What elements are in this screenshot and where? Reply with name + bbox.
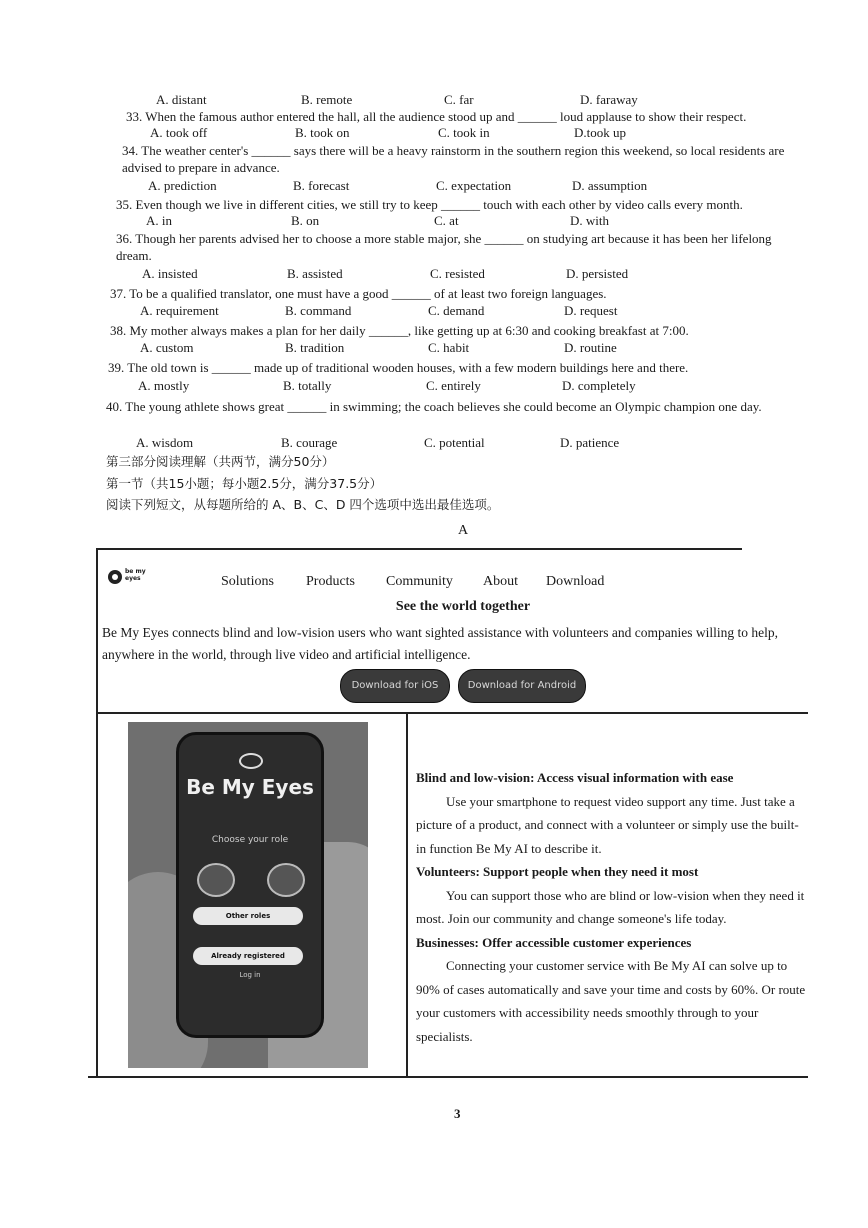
question-options bbox=[136, 435, 796, 452]
option-a: A. in bbox=[146, 213, 172, 228]
option-c: C. took in bbox=[438, 125, 490, 140]
dog-avatar bbox=[267, 863, 305, 897]
option-a: A. requirement bbox=[140, 303, 219, 318]
question-options bbox=[138, 378, 798, 395]
option-b: B. courage bbox=[281, 435, 338, 450]
page-number: 3 bbox=[454, 1106, 461, 1121]
eye-icon bbox=[239, 753, 263, 769]
question-options bbox=[146, 213, 806, 230]
feature-heading: Volunteers: Support people when they need it most bbox=[416, 864, 699, 879]
option-a: A. prediction bbox=[148, 178, 217, 193]
download-android-button[interactable]: Download for Android bbox=[458, 669, 586, 703]
eye-logo-icon bbox=[108, 570, 122, 584]
phone-mockup bbox=[176, 732, 324, 1038]
feature-heading: Businesses: Offer accessible customer experiences bbox=[416, 934, 692, 950]
question-stem: 34. The weather center's ______ says there will be a heavy rainstorm in the southern region this weekend, so local residents are advised to prepare in advance. bbox=[122, 143, 785, 175]
question-options bbox=[140, 340, 800, 357]
section-title: 第三部分阅读理解（共两节，满分50分） bbox=[106, 454, 335, 469]
option-c: C. entirely bbox=[426, 378, 481, 393]
nav-solutions[interactable]: Solutions bbox=[221, 574, 274, 589]
divider bbox=[96, 712, 808, 714]
logo-text: be my eyes bbox=[125, 568, 146, 582]
option-a: A. custom bbox=[140, 340, 194, 355]
question-options bbox=[148, 178, 808, 195]
nav-about[interactable]: About bbox=[483, 574, 518, 589]
option-a: A. insisted bbox=[142, 266, 198, 281]
feature-body: Connecting your customer service with Be My AI can solve up to 90% of cases automatically and save your time and costs by 60%. Or route your customers with accessibility needs smoothly through to your specialists. bbox=[416, 958, 806, 1044]
feature-heading: Blind and low-vision: Access visual information with ease bbox=[416, 770, 734, 785]
option-a: A. distant bbox=[156, 92, 207, 107]
nav-community[interactable]: Community bbox=[386, 574, 453, 589]
subsection-title: 第一节（共15小题；每小题2.5分，满分37.5分） bbox=[106, 476, 383, 491]
question-stem: 37. To be a qualified translator, one must have a good ______ of at least two foreign languages. bbox=[110, 286, 607, 301]
question-options bbox=[156, 92, 816, 109]
question-stem: 36. Though her parents advised her to choose a more stable major, she ______ on studying art because it has been her lifelong dream. bbox=[116, 231, 772, 263]
option-d: D. completely bbox=[562, 378, 636, 393]
option-a: A. mostly bbox=[138, 378, 190, 393]
be-my-eyes-logo[interactable] bbox=[108, 568, 148, 586]
option-c: C. demand bbox=[428, 303, 485, 318]
option-d: D. assumption bbox=[572, 178, 648, 193]
divider bbox=[88, 1076, 808, 1078]
option-d: D. patience bbox=[560, 435, 620, 450]
nav-products[interactable]: Products bbox=[306, 574, 355, 589]
question-stem: 39. The old town is ______ made up of traditional wooden houses, with a few modern buildings here and there. bbox=[108, 360, 689, 375]
passage-label: A bbox=[458, 523, 469, 538]
question-options bbox=[142, 266, 802, 283]
choose-role-text: Choose your role bbox=[211, 835, 289, 845]
be-my-eyes-ad bbox=[96, 548, 808, 1078]
option-d: D. faraway bbox=[580, 92, 638, 107]
login-link[interactable]: Log in bbox=[239, 971, 261, 979]
option-b: B. on bbox=[291, 213, 320, 228]
option-d: D. persisted bbox=[566, 266, 629, 281]
option-b: B. totally bbox=[283, 378, 332, 393]
other-roles-button[interactable]: Other roles bbox=[193, 907, 303, 925]
option-c: C. expectation bbox=[436, 178, 512, 193]
option-b: B. forecast bbox=[293, 178, 350, 193]
option-c: C. habit bbox=[428, 340, 470, 355]
person-avatar bbox=[197, 863, 235, 897]
option-c: C. potential bbox=[424, 435, 485, 450]
phone-photo bbox=[128, 722, 368, 1068]
question-options bbox=[140, 303, 800, 320]
option-d: D.took up bbox=[574, 125, 626, 140]
divider bbox=[96, 548, 98, 1078]
option-b: B. took on bbox=[295, 125, 350, 140]
feature-body: Use your smartphone to request video support any time. Just take a picture of a product, and connect with a volunteer or simply use the built-in function Be My AI to describe it. bbox=[416, 793, 799, 856]
option-b: B. remote bbox=[301, 92, 353, 107]
option-d: D. with bbox=[570, 213, 609, 228]
option-b: B. command bbox=[285, 303, 352, 318]
already-registered-button[interactable]: Already registered bbox=[193, 947, 303, 965]
option-a: A. wisdom bbox=[136, 435, 194, 450]
feature-list bbox=[416, 766, 808, 1048]
option-b: B. assisted bbox=[287, 266, 343, 281]
divider bbox=[406, 712, 408, 1078]
instruction-text: 阅读下列短文，从每题所给的 A、B、C、D 四个选项中选出最佳选项。 bbox=[106, 497, 500, 512]
option-d: D. routine bbox=[564, 340, 617, 355]
tagline: See the world together bbox=[395, 599, 531, 614]
question-options bbox=[150, 125, 810, 142]
feature-body: You can support those who are blind or low-vision when they need it most. Join our community and change someone's life today. bbox=[416, 887, 805, 926]
option-b: B. tradition bbox=[285, 340, 345, 355]
question-stem: 33. When the famous author entered the hall, all the audience stood up and ______ loud applause to show their respect. bbox=[126, 109, 747, 124]
option-c: C. at bbox=[434, 213, 459, 228]
intro-text: Be My Eyes connects blind and low-vision users who want sighted assistance with volunteers and companies willing to help, anywhere in the world, through live video and artificial intelligence. bbox=[102, 625, 779, 662]
question-stem: 40. The young athlete shows great ______ in swimming; the coach believes she could become an Olympic champion one day. bbox=[106, 399, 762, 414]
option-a: A. took off bbox=[150, 125, 208, 140]
option-c: C. far bbox=[444, 92, 474, 107]
question-stem: 35. Even though we live in different cities, we still try to keep ______ touch with each other by video calls every month. bbox=[116, 197, 743, 212]
divider bbox=[96, 548, 742, 550]
app-title: Be My Eyes bbox=[186, 775, 314, 799]
nav-download[interactable]: Download bbox=[546, 574, 605, 589]
question-stem: 38. My mother always makes a plan for her daily ______, like getting up at 6:30 and cooking breakfast at 7:00. bbox=[110, 323, 689, 338]
option-d: D. request bbox=[564, 303, 618, 318]
download-ios-button[interactable]: Download for iOS bbox=[340, 669, 450, 703]
option-c: C. resisted bbox=[430, 266, 485, 281]
